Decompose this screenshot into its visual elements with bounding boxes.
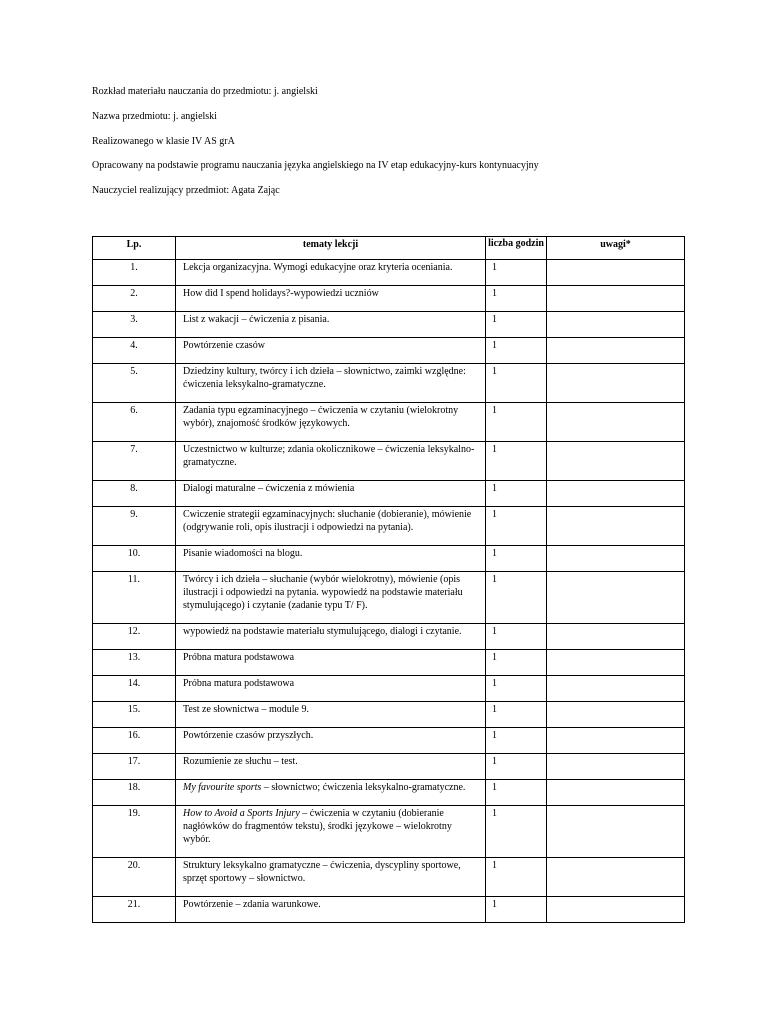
lesson-topic-italic: How to Avoid a Sports Injury	[183, 808, 300, 819]
table-row	[93, 403, 685, 442]
lesson-hours: 1	[486, 676, 547, 702]
lesson-notes	[547, 702, 685, 728]
lesson-notes	[547, 338, 685, 364]
lesson-notes	[547, 312, 685, 338]
header-line-class: Realizowanego w klasie IV AS grA	[92, 135, 235, 147]
column-header-topics: tematy lekcji	[176, 237, 486, 260]
header-line-teacher: Nauczyciel realizujący przedmiot: Agata Zając	[92, 185, 280, 197]
lesson-topic: Rozumienie ze słuchu – test.	[176, 754, 486, 780]
lesson-topic: wypowiedź na podstawie materiału stymulującego, dialogi i czytanie.	[176, 624, 486, 650]
lesson-hours: 1	[486, 858, 547, 897]
row-number: 5.	[93, 364, 176, 403]
table-row	[93, 364, 685, 403]
column-header-notes: uwagi*	[547, 237, 685, 260]
lesson-notes	[547, 780, 685, 806]
lesson-topic: Test ze słownictwa – module 9.	[176, 702, 486, 728]
lesson-hours: 1	[486, 624, 547, 650]
row-number: 1.	[93, 260, 176, 286]
table-header-row	[93, 237, 685, 260]
lesson-notes	[547, 286, 685, 312]
lesson-topic: Powtórzenie czasów przyszłych.	[176, 728, 486, 754]
table-row	[93, 858, 685, 897]
row-number: 16.	[93, 728, 176, 754]
lesson-hours: 1	[486, 260, 547, 286]
lesson-notes	[547, 897, 685, 923]
lesson-hours: 1	[486, 897, 547, 923]
lesson-notes	[547, 806, 685, 858]
lesson-hours: 1	[486, 442, 547, 481]
row-number: 10.	[93, 546, 176, 572]
lesson-notes	[547, 546, 685, 572]
lesson-hours: 1	[486, 286, 547, 312]
lesson-notes	[547, 676, 685, 702]
row-number: 13.	[93, 650, 176, 676]
lesson-topic: Powtórzenie – zdania warunkowe.	[176, 897, 486, 923]
lesson-notes	[547, 728, 685, 754]
lesson-hours: 1	[486, 806, 547, 858]
lesson-topic: Powtórzenie czasów	[176, 338, 486, 364]
header-line-subject-name: Nazwa przedmiotu: j. angielski	[92, 110, 217, 122]
table-row	[93, 442, 685, 481]
lesson-plan-table	[92, 236, 685, 923]
row-number: 11.	[93, 572, 176, 624]
table-row	[93, 780, 685, 806]
row-number: 6.	[93, 403, 176, 442]
lesson-topic: Dialogi maturalne – ćwiczenia z mówienia	[176, 481, 486, 507]
lesson-topic: How did I spend holidays?-wypowiedzi uczniów	[176, 286, 486, 312]
lesson-hours: 1	[486, 364, 547, 403]
table-row	[93, 507, 685, 546]
table-row	[93, 676, 685, 702]
lesson-hours: 1	[486, 572, 547, 624]
table-row	[93, 286, 685, 312]
row-number: 15.	[93, 702, 176, 728]
table-row	[93, 481, 685, 507]
row-number: 19.	[93, 806, 176, 858]
table-row	[93, 624, 685, 650]
row-number: 4.	[93, 338, 176, 364]
header-line-program: Opracowany na podstawie programu nauczania języka angielskiego na IV etap edukacyjny-kurs kontynuacyjny	[92, 160, 539, 172]
table-row	[93, 260, 685, 286]
lesson-topic: Próbna matura podstawowa	[176, 676, 486, 702]
row-number: 12.	[93, 624, 176, 650]
lesson-notes	[547, 260, 685, 286]
lesson-notes	[547, 507, 685, 546]
lesson-hours: 1	[486, 780, 547, 806]
document-header	[92, 86, 712, 210]
lesson-hours: 1	[486, 702, 547, 728]
lesson-topic: Twórcy i ich dzieła – słuchanie (wybór wielokrotny), mówienie (opis ilustracji i odpowiedzi na pytania. wypowiedź na podstawie materiału stymulującego) i czytanie (zadanie typu T/ F).	[176, 572, 486, 624]
row-number: 20.	[93, 858, 176, 897]
table-row	[93, 572, 685, 624]
table-row	[93, 728, 685, 754]
lesson-topic: Dziedziny kultury, twórcy i ich dzieła – słownictwo, zaimki względne: ćwiczenia leksykalno-gramatyczne.	[176, 364, 486, 403]
lesson-topic: Pisanie wiadomości na blogu.	[176, 546, 486, 572]
lesson-topic: Lekcja organizacyjna. Wymogi edukacyjne oraz kryteria oceniania.	[176, 260, 486, 286]
lesson-notes	[547, 442, 685, 481]
row-number: 8.	[93, 481, 176, 507]
column-header-hours: liczba godzin	[486, 237, 547, 260]
table-row	[93, 702, 685, 728]
table-row	[93, 546, 685, 572]
table-row	[93, 338, 685, 364]
row-number: 14.	[93, 676, 176, 702]
lesson-topic: How to Avoid a Sports Injury – ćwiczenia w czytaniu (dobieranie nagłówków do fragmentów tekstu), środki językowe – wielokrotny wybór.	[176, 806, 486, 858]
lesson-topic: Uczestnictwo w kulturze; zdania okolicznikowe – ćwiczenia leksykalno-gramatyczne.	[176, 442, 486, 481]
row-number: 7.	[93, 442, 176, 481]
lesson-hours: 1	[486, 728, 547, 754]
row-number: 18.	[93, 780, 176, 806]
lesson-topic: Zadania typu egzaminacyjnego – ćwiczenia w czytaniu (wielokrotny wybór), znajomość środków językowych.	[176, 403, 486, 442]
lesson-hours: 1	[486, 312, 547, 338]
table-row	[93, 650, 685, 676]
table-row	[93, 806, 685, 858]
row-number: 17.	[93, 754, 176, 780]
lesson-notes	[547, 572, 685, 624]
row-number: 9.	[93, 507, 176, 546]
lesson-hours: 1	[486, 650, 547, 676]
lesson-topic: Cwiczenie strategii egzaminacyjnych: słuchanie (dobieranie), mówienie (odgrywanie roli, opis ilustracji i odpowiedzi na pytania).	[176, 507, 486, 546]
lesson-topic: Struktury leksykalno gramatyczne – ćwiczenia, dyscypliny sportowe, sprzęt sportowy – słownictwo.	[176, 858, 486, 897]
lesson-topic: My favourite sports – słownictwo; ćwiczenia leksykalno-gramatyczne.	[176, 780, 486, 806]
lesson-hours: 1	[486, 338, 547, 364]
lesson-notes	[547, 650, 685, 676]
column-header-lp: Lp.	[93, 237, 176, 260]
lesson-topic-italic: My favourite sports	[183, 782, 262, 793]
row-number: 3.	[93, 312, 176, 338]
lesson-topic: Próbna matura podstawowa	[176, 650, 486, 676]
lesson-hours: 1	[486, 507, 547, 546]
row-number: 21.	[93, 897, 176, 923]
lesson-hours: 1	[486, 546, 547, 572]
lesson-hours: 1	[486, 403, 547, 442]
lesson-notes	[547, 754, 685, 780]
header-line-subject-plan: Rozkład materiału nauczania do przedmiotu: j. angielski	[92, 86, 318, 97]
lesson-hours: 1	[486, 754, 547, 780]
row-number: 2.	[93, 286, 176, 312]
lesson-notes	[547, 624, 685, 650]
lesson-notes	[547, 858, 685, 897]
lesson-topic: List z wakacji – ćwiczenia z pisania.	[176, 312, 486, 338]
lesson-notes	[547, 403, 685, 442]
table-row	[93, 754, 685, 780]
lesson-hours: 1	[486, 481, 547, 507]
table-row	[93, 312, 685, 338]
lesson-notes	[547, 364, 685, 403]
table-row	[93, 897, 685, 923]
lesson-notes	[547, 481, 685, 507]
